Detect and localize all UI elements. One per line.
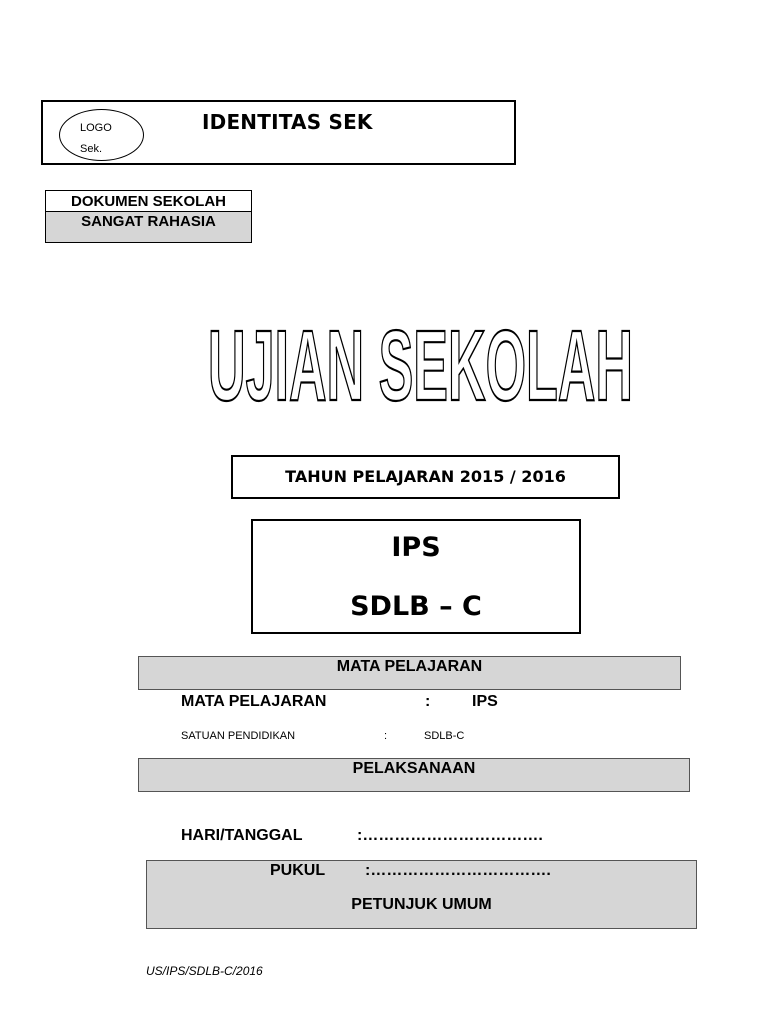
exam-title	[120, 308, 720, 418]
exam-title-text: UJIAN SEKOLAH	[208, 310, 633, 418]
logo-label-line2: Sek.	[80, 143, 103, 155]
subject-label: MATA PELAJARAN	[181, 693, 327, 710]
document-code: US/IPS/SDLB-C/2016	[146, 964, 263, 978]
instructions-heading: PETUNJUK UMUM	[351, 896, 492, 913]
logo-label-line1: LOGO	[80, 122, 112, 134]
academic-year-box: TAHUN PELAJARAN 2015 / 2016	[231, 455, 620, 499]
subject-value: IPS	[472, 693, 498, 710]
education-unit-colon: :	[384, 730, 388, 742]
education-unit-value: SDLB-C	[424, 730, 465, 742]
education-level: SDLB – C	[350, 591, 482, 622]
date-value: :…………………………….	[357, 827, 543, 844]
section-heading-pelaksanaan: PELAKSANAAN	[138, 758, 690, 792]
subject-colon: :	[425, 693, 431, 710]
classification-line2: SANGAT RAHASIA	[45, 211, 252, 243]
time-label: PUKUL	[270, 862, 326, 879]
section-heading-mata-pelajaran: MATA PELAJARAN	[138, 656, 681, 690]
time-value: :…………………………….	[365, 862, 551, 879]
classification-line1: DOKUMEN SEKOLAH	[45, 190, 252, 212]
education-unit-label: SATUAN PENDIDIKAN	[181, 730, 296, 742]
subject-name: IPS	[391, 532, 441, 563]
date-label: HARI/TANGGAL	[181, 827, 303, 844]
school-identity-title: IDENTITAS SEK	[202, 110, 373, 134]
